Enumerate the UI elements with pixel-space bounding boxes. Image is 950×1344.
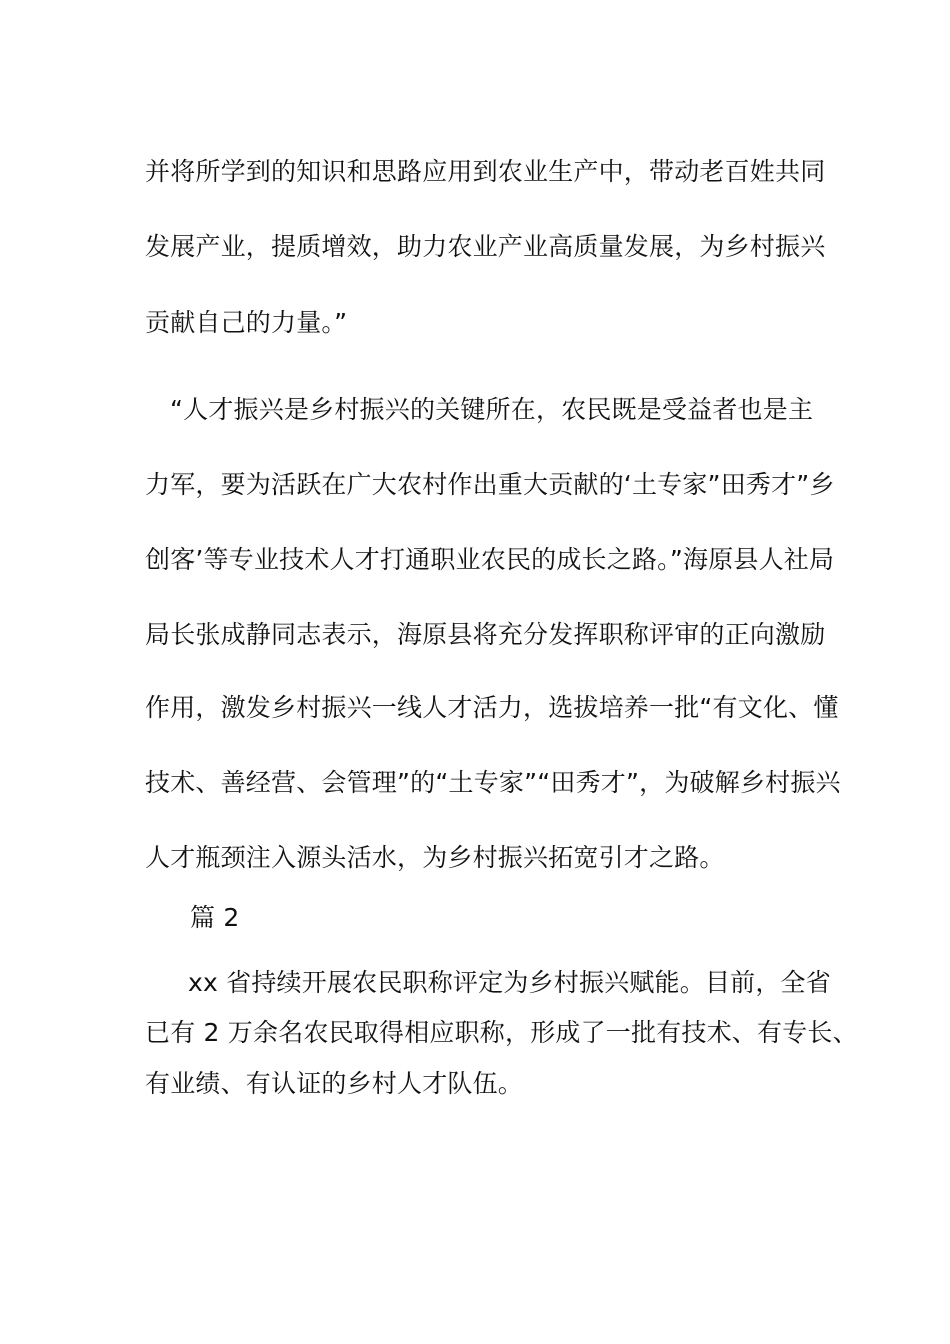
paragraph-2-line-5: 作用，激发乡村振兴一线人才活力，选拔培养一批“有文化、懂 — [145, 693, 839, 722]
paragraph-1-line-1: 并将所学到的知识和思路应用到农业生产中，带动老百姓共同 — [145, 157, 826, 186]
paragraph-2-line-3: 创客’等专业技术人才打通职业农民的成长之路。”海原县人社局 — [145, 545, 835, 574]
paragraph-1-line-2: 发展产业，提质增效，助力农业产业高质量发展，为乡村振兴 — [145, 232, 826, 261]
paragraph-2-line-4: 局长张成静同志表示，海原县将充分发挥职称评审的正向激励 — [145, 620, 826, 649]
paragraph-2-line-2: 力军，要为活跃在广大农村作出重大贡献的‘土专家”田秀才”乡 — [145, 470, 835, 499]
paragraph-3-line-1: xx 省持续开展农民职称评定为乡村振兴赋能。目前，全省 — [188, 968, 831, 997]
paragraph-2-line-7: 人才瓶颈注入源头活水，为乡村振兴拓宽引才之路。 — [145, 843, 725, 872]
paragraph-3-line-3: 有业绩、有认证的乡村人才队伍。 — [145, 1069, 524, 1098]
paragraph-3-line-2: 已有 2 万余名农民取得相应职称，形成了一批有技术、有专长、 — [145, 1018, 858, 1047]
paragraph-2-line-1: “人才振兴是乡村振兴的关键所在，农民既是受益者也是主 — [170, 395, 814, 424]
paragraph-1-line-3: 贡献自己的力量。” — [145, 308, 348, 337]
paragraph-2-line-6: 技术、善经营、会管理”的“土专家”“田秀才”，为破解乡村振兴 — [145, 768, 841, 797]
section-heading: 篇 2 — [190, 903, 240, 932]
